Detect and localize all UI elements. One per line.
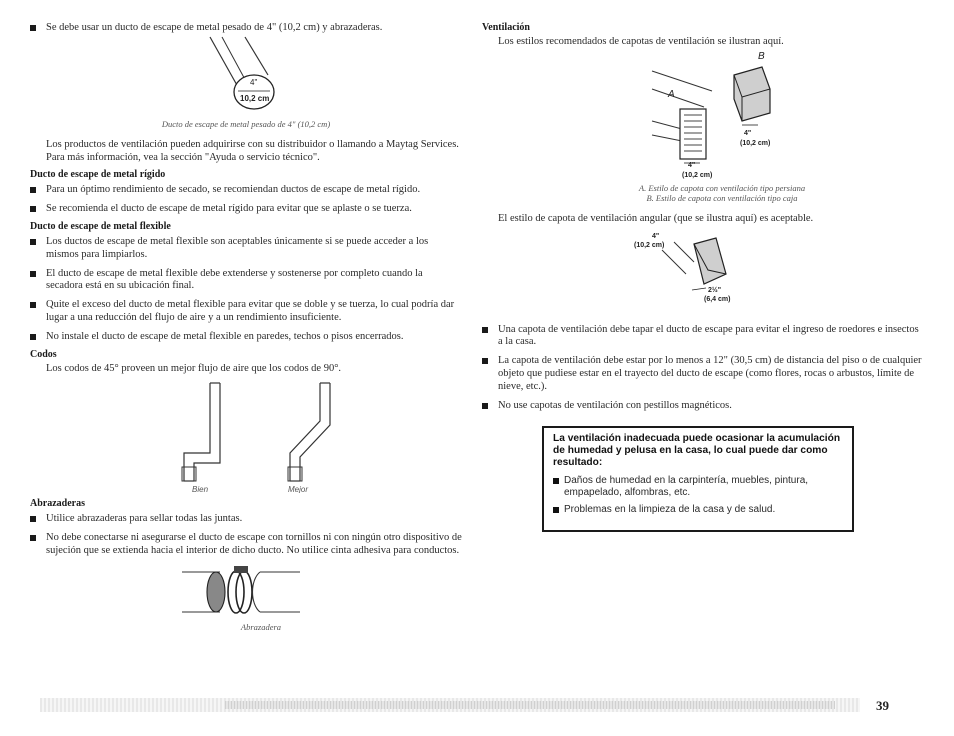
warning-title: La ventilación inadecuada puede ocasionar la acumulación de humedad y pelusa en la casa, lo cual puede dar como resultado:: [553, 433, 841, 468]
clamps-bullet-2: No debe conectarse ni asegurarse el ducto de escape con tornillos ni con ningún otro dispositivo de sujeción que se extienda hacia el interior de dicho ducto. No utilice cinta adhesiva para conductos.: [30, 532, 462, 558]
duct-dim-in: 4": [250, 77, 258, 87]
ventilation-intro: Los estilos recomendados de capotas de ventilación se ilustran aquí.: [498, 36, 784, 47]
flexible-title: Ducto de escape de metal flexible: [30, 220, 171, 232]
clamp-figure: [180, 564, 340, 620]
clamps-bullet-1: Utilice abrazaderas para sellar todas las juntas.: [30, 513, 462, 526]
duct-dim-cm: 10,2 cm: [240, 93, 270, 103]
flexible-bullet-2: El ducto de escape de metal flexible debe extenderse y sostenerse por completo cuando la secadora está en su ubicación final.: [30, 268, 462, 294]
hood-caption-b: B. Estilo de capota con ventilación tipo caja: [646, 192, 798, 203]
clamp-illustration: [180, 564, 340, 620]
rigid-title: Ducto de escape de metal rígido: [30, 169, 166, 181]
hood-dim-b-cm: (10,2 cm): [740, 139, 771, 147]
rigid-bullet-2: Se recomienda el ducto de escape de metal rígido para evitar que se aplaste o se tuerza.: [30, 203, 462, 216]
angled-dim2-in: 2½": [708, 286, 722, 294]
duct-illustration: [150, 35, 350, 115]
footer-bar: [40, 698, 860, 712]
elbow-better-label: Mejor: [288, 485, 309, 494]
hood-label-a: A: [668, 88, 675, 100]
angled-dim-cm: (10,2 cm): [634, 241, 665, 249]
hood-dim-b-in: 4": [744, 129, 752, 137]
angled-dim2-cm: (6,4 cm): [704, 295, 731, 303]
flexible-bullet-4: No instale el ducto de escape de metal flexible en paredes, techos o pisos encerrados.: [30, 331, 462, 344]
left-column: [30, 22, 462, 632]
warning-item-1: Daños de humedad en la carpintería, muebles, pintura, empapelado, alfombras, etc.: [553, 475, 843, 499]
duct-caption: Ducto de escape de metal pesado de 4" (10,2 cm): [161, 118, 331, 129]
hood-dim-a-cm: (10,2 cm): [682, 171, 713, 179]
hood-caption-a: A. Estilo de capota con ventilación tipo persiana: [638, 182, 806, 193]
right-column: [482, 22, 922, 412]
hood-label-b: B: [758, 50, 765, 62]
elbows-figure: [170, 381, 370, 493]
clamp-caption: Abrazadera: [240, 621, 282, 632]
warning-box: [542, 426, 854, 532]
angled-hood-figure: [632, 230, 772, 306]
clamps-title: Abrazaderas: [30, 498, 85, 510]
elbows-text: Los codos de 45° proveen un mejor flujo de aire que los codos de 90°.: [46, 362, 342, 374]
ventilation-title: Ventilación: [482, 22, 530, 33]
flexible-bullet-1: Los ductos de escape de metal flexible son aceptables únicamente si se puede acceder a los mismos para limpiarlos.: [30, 236, 462, 262]
hood-dim-a-in: 4": [688, 161, 696, 169]
products-text: Los productos de ventilación pueden adquirirse con su distribuidor o llamando a Maytag Services. Para más información, vea la sección "Ayuda o servicio técnico".: [46, 138, 459, 163]
hood-illustration: [642, 49, 842, 179]
angled-hood-illustration: [632, 230, 772, 306]
rigid-bullet-1: Para un óptimo rendimiento de secado, se recomiendan ductos de escape de metal rígido.: [30, 184, 462, 197]
flexible-bullet-3: Quite el exceso del ducto de metal flexible para evitar que se doble y se tuerza, lo cual podría dar lugar a una reducción del flujo de aire y a un rendimiento insuficiente.: [30, 299, 462, 325]
angled-dim-in: 4": [652, 232, 660, 240]
warning-item-2: Problemas en la limpieza de la casa y de salud.: [553, 504, 843, 516]
page-number: 39: [876, 698, 889, 713]
elbow-good-label: Bien: [192, 485, 209, 494]
duct-figure: [150, 35, 350, 113]
hood-bullet-1: Una capota de ventilación debe tapar el ducto de escape para evitar el ingreso de roedores e insectos a la casa.: [482, 324, 922, 350]
intro-bullet: Se debe usar un ducto de escape de metal pesado de 4" (10,2 cm) y abrazaderas.: [30, 22, 462, 35]
hood-bullet-2: La capota de ventilación debe estar por lo menos a 12" (30,5 cm) de distancia del piso o de cualquier objeto que pudiese estar en el trayecto del ducto de escape (como flores, rocas o arbustos, límite de nieve, etc.).: [482, 355, 922, 393]
hood-figure: [642, 49, 842, 179]
elbow-illustration: [170, 381, 370, 493]
elbows-title: Codos: [30, 348, 57, 360]
hood-bullet-3: No use capotas de ventilación con pestillos magnéticos.: [482, 400, 922, 413]
angled-hood-text: El estilo de capota de ventilación angular (que se ilustra aquí) es aceptable.: [498, 212, 814, 224]
